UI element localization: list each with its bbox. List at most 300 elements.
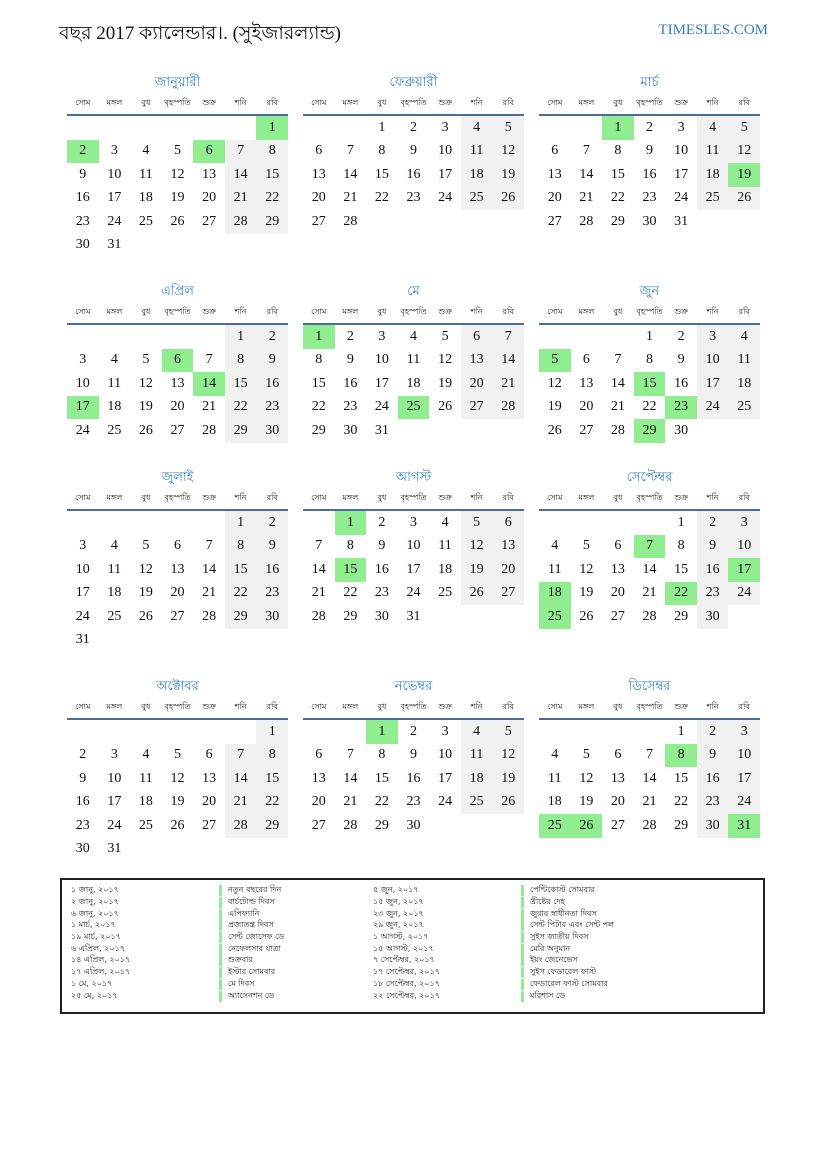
day-cell: 10 (406, 538, 421, 554)
weekend-day-cell: 2 (697, 720, 729, 744)
weekend-day-cell: 8 (256, 140, 288, 164)
weekday-label: মঙ্গল (106, 306, 123, 316)
day-cell: 28 (202, 422, 217, 438)
holiday-day-cell: 2 (67, 140, 99, 164)
weekday-label: সোম (547, 306, 563, 316)
empty-cell (99, 325, 131, 349)
weekend-day-cell: 12 (492, 140, 524, 164)
day-grid (539, 511, 760, 629)
weekday-label: শনি (706, 492, 719, 502)
day-cell: 22 (343, 585, 358, 601)
empty-cell (225, 838, 257, 862)
month-block (303, 281, 524, 443)
day-cell: 16 (674, 375, 689, 391)
day-cell: 27 (202, 213, 217, 229)
day-cell: 15 (610, 166, 625, 182)
weekend-day-cell: 10 (728, 744, 760, 768)
day-cell: 17 (107, 794, 122, 810)
weekend-day-cell: 10 (697, 349, 729, 373)
day-cell: 23 (642, 190, 657, 206)
day-grid (67, 720, 288, 861)
empty-cell (225, 629, 257, 653)
day-cell: 2 (645, 119, 653, 135)
day-cell: 6 (205, 747, 213, 763)
holiday-day-cell: 22 (665, 582, 697, 606)
day-cell: 9 (409, 747, 417, 763)
month-name: ডিসেম্বর (628, 678, 671, 693)
empty-cell (461, 419, 493, 443)
weekday-label: রবি (502, 306, 514, 316)
weekend-day-cell: 25 (697, 187, 729, 211)
weekend-day-cell: 18 (461, 767, 493, 791)
day-cell: 23 (75, 213, 90, 229)
day-cell: 20 (170, 399, 185, 415)
weekday-label: সোম (547, 492, 563, 502)
weekend-day-cell: 29 (225, 605, 257, 629)
day-cell: 12 (547, 375, 562, 391)
holiday-day-cell: 26 (571, 814, 603, 838)
weekend-day-cell: 7 (225, 744, 257, 768)
day-cell: 23 (343, 399, 358, 415)
weekend-day-cell: 18 (461, 163, 493, 187)
weekday-header (539, 92, 760, 116)
day-cell: 3 (110, 747, 118, 763)
weekday-header (67, 92, 288, 116)
day-cell: 14 (343, 166, 358, 182)
day-cell: 20 (547, 190, 562, 206)
weekend-day-cell: 4 (461, 720, 493, 744)
day-cell: 28 (202, 608, 217, 624)
day-cell: 9 (378, 538, 386, 554)
day-cell: 17 (406, 561, 421, 577)
empty-cell (130, 838, 162, 862)
weekend-day-cell: 2 (256, 325, 288, 349)
holiday-date: ২৫ মে, ২০১৭ (71, 990, 118, 1000)
day-cell: 9 (79, 166, 87, 182)
empty-cell (492, 605, 524, 629)
empty-cell (398, 419, 430, 443)
month-name: নভেম্বর (394, 678, 433, 693)
month-block (67, 72, 288, 257)
holiday-date: ২২ সেপ্টেম্বর, ২০১৭ (373, 990, 440, 1000)
weekend-day-cell: 11 (461, 140, 493, 164)
weekday-label: শুক্র (202, 701, 216, 711)
day-cell: 9 (346, 352, 354, 368)
day-cell: 2 (409, 723, 417, 739)
weekday-label: বৃহস্পতি (636, 492, 663, 502)
empty-cell (67, 511, 99, 535)
empty-cell (193, 511, 225, 535)
day-cell: 11 (107, 561, 122, 577)
day-grid (539, 325, 760, 443)
day-cell: 7 (645, 747, 653, 763)
weekday-header (67, 301, 288, 325)
holiday-name: সুইস ফেডারেল ফাস্ট (521, 967, 596, 978)
day-cell: 4 (441, 514, 449, 530)
weekday-label: মঙ্গল (578, 97, 595, 107)
month-name: জানুয়ারী (154, 74, 201, 89)
weekend-day-cell: 23 (697, 582, 729, 606)
day-cell: 21 (610, 399, 625, 415)
day-cell: 4 (142, 143, 150, 159)
weekend-day-cell: 25 (728, 396, 760, 420)
weekday-label: বৃহস্পতি (400, 97, 427, 107)
weekday-label: রবি (502, 492, 514, 502)
day-cell: 14 (579, 166, 594, 182)
holiday-name: জুরার স্বাধীনতা দিবস (521, 909, 597, 920)
day-cell: 27 (579, 422, 594, 438)
day-cell: 7 (346, 747, 354, 763)
weekday-label: বৃহস্পতি (636, 97, 663, 107)
empty-cell (162, 325, 194, 349)
empty-cell (539, 325, 571, 349)
weekday-label: বুধ (613, 701, 623, 711)
weekday-label: রবি (502, 701, 514, 711)
empty-cell (130, 234, 162, 258)
day-cell: 10 (107, 770, 122, 786)
day-cell: 7 (614, 352, 622, 368)
weekday-label: বুধ (141, 97, 151, 107)
holiday-name: এপিফ্যানি (219, 909, 259, 920)
empty-cell (634, 720, 666, 744)
weekend-day-cell: 3 (728, 511, 760, 535)
day-cell: 1 (645, 328, 653, 344)
day-cell: 21 (202, 399, 217, 415)
weekend-day-cell: 16 (697, 558, 729, 582)
day-cell: 20 (311, 190, 326, 206)
weekend-day-cell: 4 (697, 116, 729, 140)
day-cell: 28 (311, 608, 326, 624)
day-cell: 12 (170, 166, 185, 182)
empty-cell (193, 720, 225, 744)
day-cell: 18 (107, 585, 122, 601)
day-cell: 11 (139, 166, 153, 182)
holiday-name: মেরি অনুমান (521, 944, 570, 955)
day-cell: 19 (138, 399, 153, 415)
day-cell: 14 (311, 561, 326, 577)
empty-cell (571, 511, 603, 535)
empty-cell (99, 720, 131, 744)
weekday-label: রবি (738, 492, 750, 502)
day-cell: 12 (138, 561, 153, 577)
weekday-label: বৃহস্পতি (164, 492, 191, 502)
day-cell: 25 (438, 585, 453, 601)
weekday-label: শনি (706, 306, 719, 316)
day-cell: 5 (582, 747, 590, 763)
weekend-day-cell: 5 (728, 116, 760, 140)
weekday-label: শনি (234, 492, 247, 502)
day-grid (67, 116, 288, 257)
weekend-day-cell: 27 (492, 582, 524, 606)
weekday-label: বুধ (613, 97, 623, 107)
day-cell: 20 (170, 585, 185, 601)
day-cell: 8 (614, 143, 622, 159)
weekend-day-cell: 30 (256, 419, 288, 443)
month-block (67, 467, 288, 652)
day-cell: 18 (138, 794, 153, 810)
weekend-day-cell: 1 (225, 511, 257, 535)
empty-cell (697, 210, 729, 234)
legend-row (364, 920, 614, 932)
holiday-day-cell: 23 (665, 396, 697, 420)
weekday-label: সোম (311, 492, 327, 502)
legend-row (62, 885, 284, 897)
day-cell: 24 (438, 794, 453, 810)
day-cell: 5 (582, 538, 590, 554)
weekend-day-cell: 6 (492, 511, 524, 535)
day-cell: 22 (642, 399, 657, 415)
weekend-day-cell: 25 (461, 187, 493, 211)
weekday-label: বৃহস্পতি (164, 97, 191, 107)
weekend-day-cell: 26 (461, 582, 493, 606)
weekday-label: সোম (75, 306, 91, 316)
holiday-day-cell: 15 (335, 558, 367, 582)
weekend-day-cell: 9 (256, 535, 288, 559)
day-cell: 28 (642, 817, 657, 833)
weekend-day-cell: 19 (492, 767, 524, 791)
empty-cell (130, 720, 162, 744)
weekend-day-cell: 9 (256, 349, 288, 373)
day-cell: 10 (75, 375, 90, 391)
brand-link[interactable]: TIMESLES.COM (658, 22, 768, 38)
weekday-label: শনি (470, 97, 483, 107)
day-cell: 30 (343, 422, 358, 438)
legend-row (364, 885, 614, 897)
day-cell: 18 (438, 561, 453, 577)
day-cell: 28 (579, 213, 594, 229)
day-cell: 16 (374, 561, 389, 577)
day-cell: 3 (79, 538, 87, 554)
weekend-day-cell: 12 (461, 535, 493, 559)
weekend-day-cell: 5 (492, 116, 524, 140)
empty-cell (225, 116, 257, 140)
day-cell: 31 (374, 422, 389, 438)
empty-cell (256, 838, 288, 862)
day-cell: 9 (409, 143, 417, 159)
weekday-label: বুধ (377, 97, 387, 107)
weekday-label: শুক্র (202, 97, 216, 107)
day-cell: 29 (610, 213, 625, 229)
day-cell: 11 (548, 770, 562, 786)
month-name: মে (407, 283, 420, 298)
day-cell: 19 (170, 190, 185, 206)
empty-cell (193, 629, 225, 653)
weekend-day-cell: 12 (492, 744, 524, 768)
day-cell: 15 (674, 770, 689, 786)
day-cell: 22 (374, 794, 389, 810)
day-cell: 9 (645, 143, 653, 159)
day-cell: 15 (374, 770, 389, 786)
empty-cell (335, 720, 367, 744)
weekday-label: সোম (311, 701, 327, 711)
day-cell: 21 (343, 794, 358, 810)
day-cell: 15 (374, 166, 389, 182)
weekday-label: বুধ (141, 701, 151, 711)
day-cell: 11 (107, 375, 122, 391)
weekday-label: শুক্র (438, 306, 452, 316)
empty-cell (539, 116, 571, 140)
day-cell: 26 (438, 399, 453, 415)
weekday-label: রবি (738, 306, 750, 316)
weekday-label: শনি (234, 306, 247, 316)
holiday-name: ইয়ং জেনেভেস (521, 955, 578, 966)
day-cell: 10 (107, 166, 122, 182)
month-name: জুন (639, 283, 660, 298)
day-cell: 21 (202, 585, 217, 601)
day-cell: 24 (75, 422, 90, 438)
empty-cell (256, 234, 288, 258)
day-cell: 2 (677, 328, 685, 344)
day-cell: 30 (674, 422, 689, 438)
day-cell: 21 (642, 794, 657, 810)
weekday-label: বৃহস্পতি (400, 701, 427, 711)
month-block (539, 72, 760, 234)
holiday-date: ১৫ আগস্ট, ২০১৭ (373, 943, 434, 953)
weekend-day-cell: 18 (728, 372, 760, 396)
empty-cell (303, 720, 335, 744)
day-cell: 13 (170, 561, 185, 577)
empty-cell (602, 720, 634, 744)
day-cell: 24 (406, 585, 421, 601)
weekday-label: বৃহস্পতি (636, 306, 663, 316)
day-cell: 11 (548, 561, 562, 577)
day-cell: 4 (110, 352, 118, 368)
holiday-date: ৬ এপ্রিল, ২০১৭ (71, 943, 125, 953)
weekend-day-cell: 2 (697, 511, 729, 535)
day-cell: 8 (378, 747, 386, 763)
month-name: এপ্রিল (161, 283, 194, 298)
weekend-day-cell: 25 (461, 791, 493, 815)
day-cell: 14 (202, 561, 217, 577)
holiday-date: ১৯ মার্চ, ২০১৭ (71, 932, 121, 942)
day-cell: 24 (674, 190, 689, 206)
day-cell: 25 (138, 213, 153, 229)
month-name: অক্টোবর (156, 678, 199, 693)
weekday-label: মঙ্গল (342, 97, 359, 107)
empty-cell (634, 511, 666, 535)
empty-cell (193, 325, 225, 349)
day-cell: 8 (346, 538, 354, 554)
holiday-name: সেন্ট পিটার এবং সেন্ট পল (521, 920, 614, 931)
holiday-date: ১ জানু, ২০১৭ (71, 885, 119, 895)
empty-cell (130, 325, 162, 349)
weekend-day-cell: 6 (461, 325, 493, 349)
empty-cell (256, 629, 288, 653)
day-cell: 3 (378, 328, 386, 344)
day-cell: 3 (79, 352, 87, 368)
day-cell: 28 (343, 213, 358, 229)
day-cell: 6 (315, 143, 323, 159)
weekend-day-cell: 21 (492, 372, 524, 396)
day-cell: 2 (378, 514, 386, 530)
weekend-day-cell: 30 (697, 605, 729, 629)
day-cell: 19 (547, 399, 562, 415)
weekend-day-cell: 8 (256, 744, 288, 768)
day-grid (539, 116, 760, 234)
day-cell: 28 (610, 422, 625, 438)
day-cell: 20 (311, 794, 326, 810)
weekend-day-cell: 14 (492, 349, 524, 373)
day-cell: 6 (551, 143, 559, 159)
month-block (67, 281, 288, 443)
weekday-label: বুধ (613, 306, 623, 316)
holiday-day-cell: 19 (728, 163, 760, 187)
day-cell: 31 (406, 608, 421, 624)
empty-cell (366, 210, 398, 234)
day-grid (539, 720, 760, 838)
day-cell: 7 (205, 352, 213, 368)
weekend-day-cell: 11 (461, 744, 493, 768)
holiday-day-cell: 1 (256, 116, 288, 140)
day-cell: 3 (110, 143, 118, 159)
empty-cell (99, 629, 131, 653)
weekday-label: বৃহস্পতি (164, 306, 191, 316)
empty-cell (162, 720, 194, 744)
day-cell: 8 (677, 538, 685, 554)
day-cell: 13 (202, 166, 217, 182)
holiday-day-cell: 6 (162, 349, 194, 373)
empty-cell (492, 814, 524, 838)
weekday-label: শনি (706, 97, 719, 107)
day-cell: 31 (75, 632, 90, 648)
day-cell: 7 (315, 538, 323, 554)
holiday-date: ২৯ জুন, ২০১৭ (373, 920, 424, 930)
day-cell: 25 (138, 817, 153, 833)
weekend-day-cell: 26 (728, 187, 760, 211)
weekday-label: সোম (547, 701, 563, 711)
day-cell: 1 (677, 723, 685, 739)
day-cell: 26 (170, 213, 185, 229)
empty-cell (162, 629, 194, 653)
weekend-day-cell: 21 (225, 791, 257, 815)
weekday-label: মঙ্গল (106, 492, 123, 502)
holiday-date: ৬ জানু, ২০১৭ (71, 908, 119, 918)
day-cell: 25 (107, 422, 122, 438)
day-cell: 17 (374, 375, 389, 391)
holiday-day-cell: 1 (366, 720, 398, 744)
empty-cell (728, 210, 760, 234)
day-cell: 28 (343, 817, 358, 833)
holiday-date: ২ জানু, ২০১৭ (71, 897, 119, 907)
weekday-label: বুধ (141, 306, 151, 316)
weekend-day-cell: 21 (225, 187, 257, 211)
weekend-day-cell: 9 (697, 744, 729, 768)
day-cell: 6 (173, 538, 181, 554)
day-cell: 19 (438, 375, 453, 391)
day-cell: 12 (438, 352, 453, 368)
weekday-header (303, 92, 524, 116)
weekday-label: মঙ্গল (342, 492, 359, 502)
weekend-day-cell: 20 (492, 558, 524, 582)
weekend-day-cell: 23 (256, 396, 288, 420)
day-cell: 30 (642, 213, 657, 229)
holiday-day-cell: 7 (634, 535, 666, 559)
day-cell: 30 (75, 237, 90, 253)
day-cell: 5 (173, 747, 181, 763)
day-cell: 27 (202, 817, 217, 833)
day-cell: 17 (438, 770, 453, 786)
day-cell: 10 (438, 143, 453, 159)
day-cell: 4 (142, 747, 150, 763)
weekday-label: মঙ্গল (106, 97, 123, 107)
legend-row (62, 955, 284, 967)
holiday-day-cell: 29 (634, 419, 666, 443)
empty-cell (67, 116, 99, 140)
legend-column-right (364, 885, 614, 1002)
day-cell: 22 (374, 190, 389, 206)
day-cell: 13 (610, 770, 625, 786)
holiday-name: বার্চটোল্ড দিবস (219, 897, 275, 908)
